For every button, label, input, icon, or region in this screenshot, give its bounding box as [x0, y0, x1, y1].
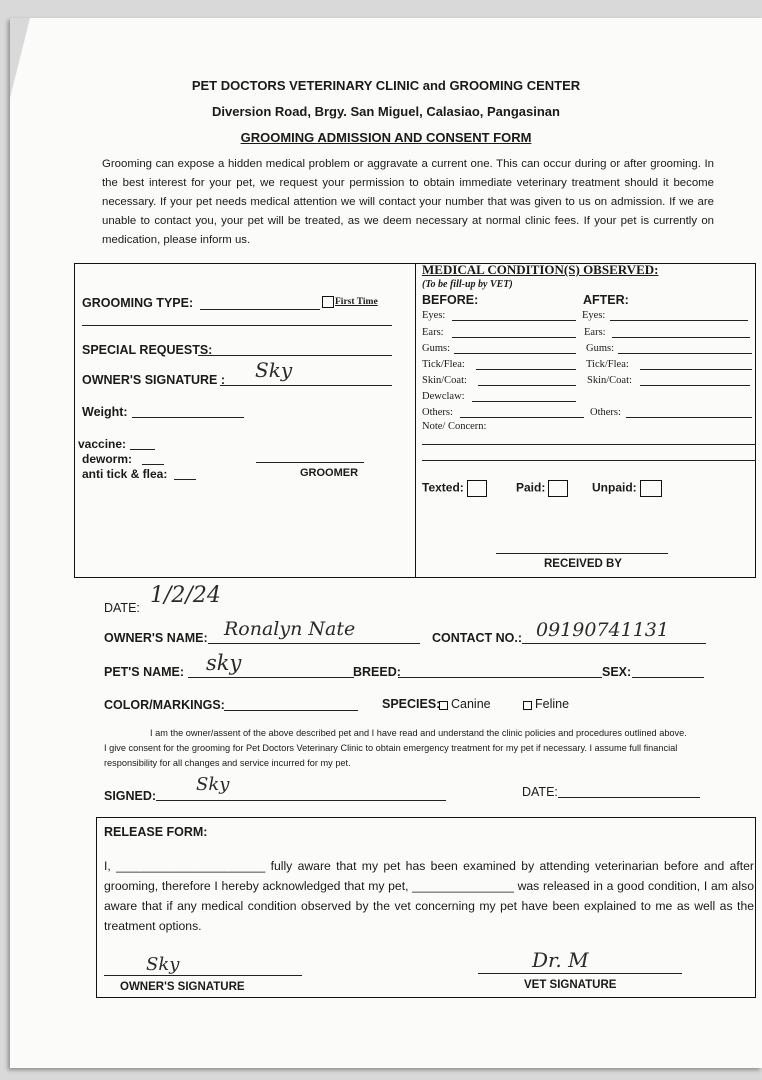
before-skincoat-label: Skin/Coat: [422, 375, 467, 386]
after-ears-label: Ears: [584, 327, 606, 338]
vet-signature-handwriting: Dr. M [532, 948, 589, 972]
medical-title: MEDICAL CONDITION(S) OBSERVED: [422, 262, 659, 277]
canine-label: Canine [451, 697, 491, 711]
species-label: SPECIES: [382, 697, 441, 711]
breed-field[interactable] [398, 677, 602, 678]
after-others-label: Others: [590, 407, 621, 418]
owner-signature-label: OWNER'S SIGNATURE : [82, 373, 226, 387]
owner-name-label: OWNER'S NAME: [104, 631, 208, 645]
form-sheet [10, 18, 762, 1068]
before-eyes-field[interactable] [452, 320, 576, 321]
unpaid-label: Unpaid: [592, 480, 637, 495]
paid-label: Paid: [516, 480, 546, 495]
release-title: RELEASE FORM: [104, 825, 208, 839]
sex-label: SEX: [602, 665, 632, 679]
before-skincoat-field[interactable] [478, 385, 576, 386]
before-gums-field[interactable] [454, 353, 576, 354]
pet-name-handwriting: sky [206, 651, 242, 675]
received-by-field[interactable] [496, 553, 668, 554]
groomer-signature-field[interactable] [256, 462, 364, 463]
note-line-2[interactable] [422, 460, 756, 461]
before-tickflea-label: Tick/Flea: [422, 359, 465, 370]
groomer-label: GROOMER [300, 467, 359, 479]
breed-label: BREED: [353, 665, 401, 679]
clinic-name: PET DOCTORS VETERINARY CLINIC and GROOMING CENTER [191, 78, 581, 93]
before-others-field[interactable] [460, 417, 584, 418]
unpaid-checkbox[interactable] [640, 480, 662, 497]
paid-checkbox[interactable] [548, 480, 568, 497]
first-time-label: First Time [335, 297, 378, 307]
before-ears-field[interactable] [452, 337, 576, 338]
anti-tick-field[interactable] [174, 479, 196, 480]
pet-name-field[interactable] [188, 677, 354, 678]
before-eyes-label: Eyes: [422, 310, 446, 321]
signed-field[interactable] [156, 800, 446, 801]
box-divider [415, 263, 416, 577]
consent-line-3: responsibility for all changes and service incurred for my pet. [104, 758, 351, 768]
consent-line-1: I am the owner/assent of the above described pet and I have read and understand the clinic policies and procedures outlined above. [150, 728, 687, 738]
contact-field[interactable] [522, 643, 706, 644]
weight-label: Weight: [82, 405, 128, 419]
contact-label: CONTACT NO.: [432, 631, 523, 645]
signed-label: SIGNED: [104, 789, 157, 803]
contact-handwriting: 09190741131 [536, 619, 669, 641]
received-by-label: RECEIVED BY [544, 558, 622, 570]
texted-checkbox[interactable] [467, 480, 487, 497]
deworm-field[interactable] [142, 464, 164, 465]
before-others-label: Others: [422, 407, 453, 418]
first-time-checkbox[interactable] [322, 296, 334, 308]
release-owner-signature-field[interactable] [104, 975, 302, 976]
color-markings-label: COLOR/MARKINGS: [104, 698, 225, 712]
after-label: AFTER: [583, 293, 629, 307]
consent-date-field[interactable] [558, 797, 700, 798]
color-markings-field[interactable] [224, 710, 358, 711]
weight-field[interactable] [132, 417, 244, 418]
feline-checkbox[interactable] [523, 701, 532, 710]
consent-line-2: I give consent for the grooming for Pet Doctors Veterinary Clinic to obtain emergency treatment for my pet if necessary. I assume full financial [104, 743, 678, 753]
after-tickflea-field[interactable] [640, 369, 752, 370]
note-line-1[interactable] [422, 444, 756, 445]
before-ears-label: Ears: [422, 327, 444, 338]
consent-date-label: DATE: [522, 785, 558, 799]
owner-name-field[interactable] [208, 643, 420, 644]
vet-signature-field[interactable] [478, 973, 682, 974]
before-gums-label: Gums: [422, 343, 451, 354]
grooming-type-field[interactable] [200, 309, 320, 310]
texted-group [422, 480, 487, 497]
medical-subtitle: (To be fill-up by VET) [422, 279, 513, 290]
vaccine-field[interactable] [130, 449, 155, 450]
after-skincoat-field[interactable] [640, 385, 750, 386]
after-ears-field[interactable] [612, 337, 750, 338]
deworm-label: deworm: [82, 452, 133, 466]
pet-name-label: PET'S NAME: [104, 665, 185, 679]
owner-signature-handwriting: Sky [255, 358, 293, 382]
after-eyes-field[interactable] [610, 320, 748, 321]
before-dewclaw-label: Dewclaw: [422, 391, 465, 402]
after-gums-field[interactable] [618, 353, 752, 354]
vet-signature-label: VET SIGNATURE [524, 979, 617, 991]
after-tickflea-label: Tick/Flea: [586, 359, 629, 370]
owner-signature-field[interactable] [220, 385, 392, 386]
owner-name-handwriting: Ronalyn Nate [224, 618, 356, 640]
signed-handwriting: Sky [196, 774, 230, 795]
form-title: GROOMING ADMISSION AND CONSENT FORM [240, 130, 532, 145]
after-gums-label: Gums: [586, 343, 615, 354]
feline-label: Feline [535, 697, 570, 711]
paid-group [516, 480, 568, 497]
anti-tick-label: anti tick & flea: [82, 467, 168, 481]
note-concern-label: Note/ Concern: [422, 421, 487, 432]
release-owner-signature-handwriting: Sky [146, 954, 180, 975]
release-owner-signature-label: OWNER'S SIGNATURE [120, 981, 245, 993]
grooming-type-line-2[interactable] [82, 325, 392, 326]
canine-checkbox[interactable] [439, 701, 448, 710]
texted-label: Texted: [422, 480, 464, 495]
release-paragraph: I, ______________________ fully aware that my pet has been examined by attending veterinarian before and after grooming, therefore I hereby acknowledged that my pet, _______________ was released in a good condition, I am also aware that if any medical condition observed by the vet concerning my pet have been explained to me as well as the treatment options. [104, 859, 754, 933]
after-skincoat-label: Skin/Coat: [587, 375, 632, 386]
date-label: DATE: [104, 601, 140, 615]
unpaid-group [592, 480, 662, 497]
before-label: BEFORE: [422, 293, 479, 307]
before-dewclaw-field[interactable] [472, 401, 576, 402]
after-others-field[interactable] [626, 417, 752, 418]
grooming-type-label: GROOMING TYPE: [82, 296, 194, 310]
before-tickflea-field[interactable] [476, 369, 576, 370]
intro-paragraph: Grooming can expose a hidden medical problem or aggravate a current one. This can occur during or after grooming. In the best interest for your pet, we request your permission to obtain immediate veterinary treatment should it become necessary. If your pet needs medical attention we will contact your number that was given to us on admission. If we are unable to contact you, your pet will be treated, as we deem necessary at normal clinic fees. If your pet is currently on medication, please inform us. [102, 158, 714, 246]
clinic-address: Diversion Road, Brgy. San Miguel, Calasiao, Pangasinan [212, 104, 560, 119]
after-eyes-label: Eyes: [582, 310, 606, 321]
vaccine-label: vaccine: [78, 437, 127, 451]
sex-field[interactable] [632, 677, 704, 678]
date-handwriting: 1/2/24 [150, 583, 221, 608]
special-requests-label: SPECIAL REQUESTS: [82, 343, 213, 357]
special-requests-field[interactable] [198, 355, 392, 356]
